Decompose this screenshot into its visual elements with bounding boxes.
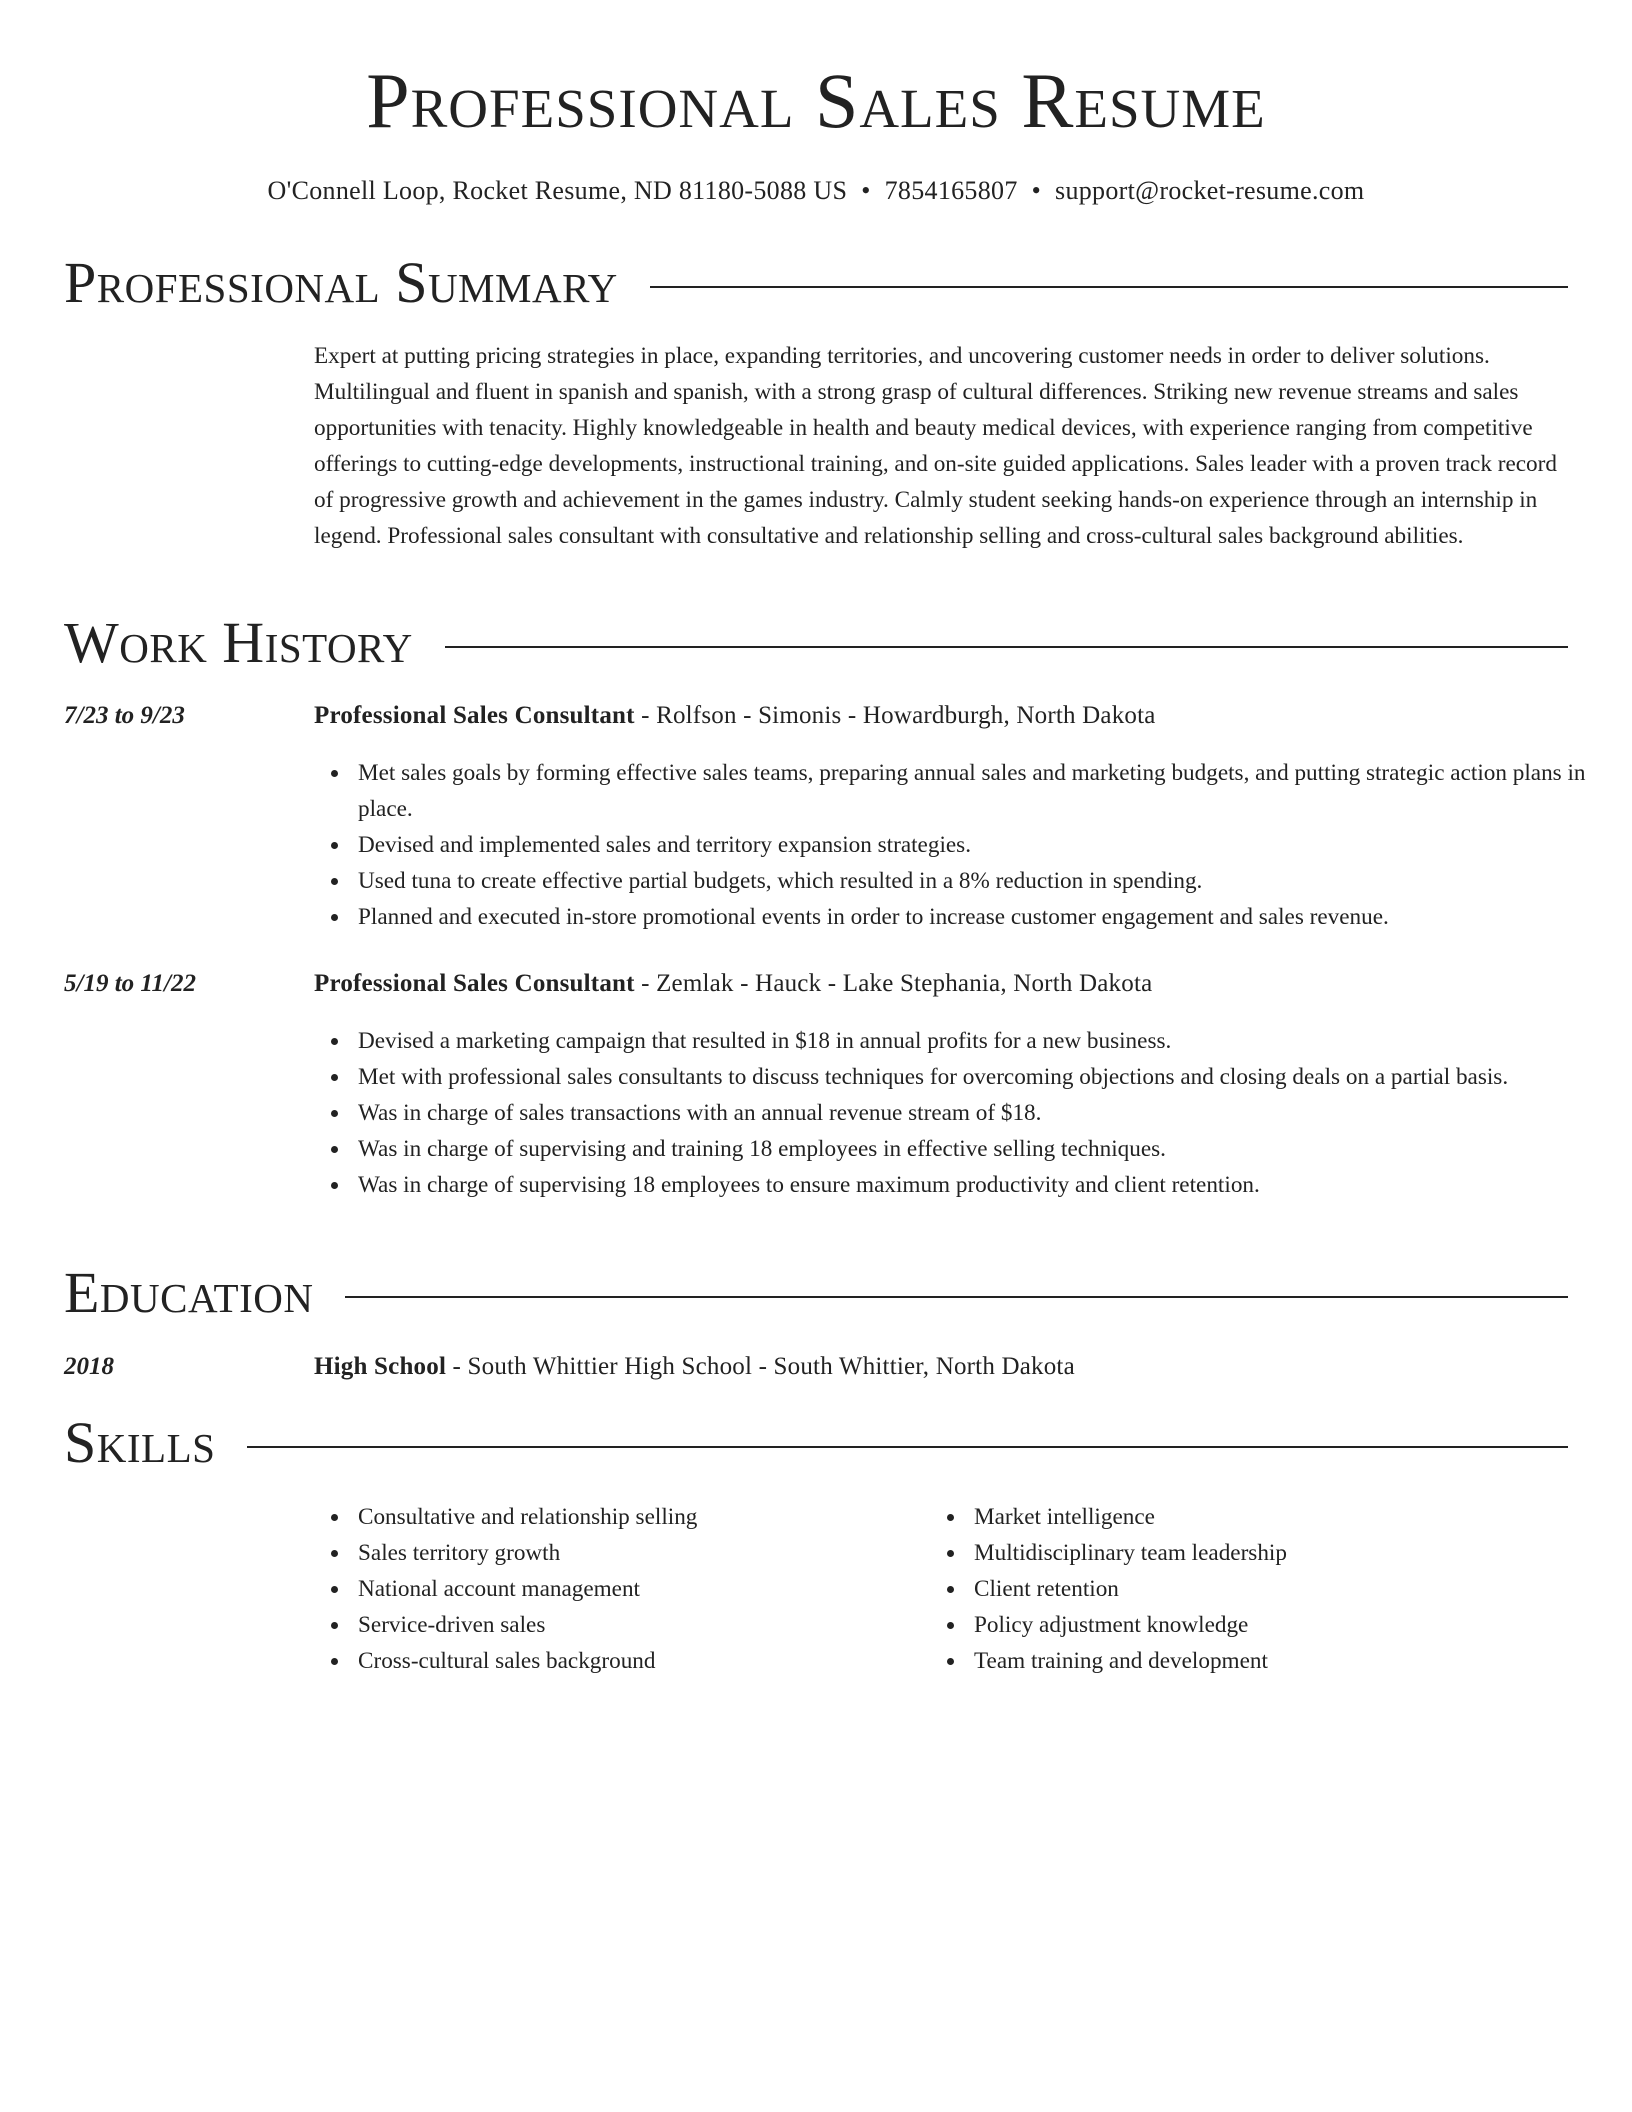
job-bullet: Devised and implemented sales and territory expansion strategies. bbox=[358, 827, 1612, 863]
job-employer-location: - Rolfson - Simonis - Howardburgh, North Dakota bbox=[634, 702, 1156, 729]
job-heading bbox=[314, 702, 1568, 730]
job-dates: 5/19 to 11/22 bbox=[64, 970, 196, 997]
education-heading bbox=[314, 1353, 1568, 1381]
job-bullet: Met with professional sales consultants to discuss techniques for overcoming objections and closing deals on a partial basis. bbox=[358, 1059, 1612, 1095]
skills-list bbox=[314, 1499, 874, 1679]
skill-item: Policy adjustment knowledge bbox=[974, 1607, 1490, 1643]
job-bullet: Was in charge of sales transactions with an annual revenue stream of $18. bbox=[358, 1095, 1612, 1131]
contact-separator: • bbox=[861, 176, 871, 205]
skill-item: National account management bbox=[358, 1571, 874, 1607]
contact-address: O'Connell Loop, Rocket Resume, ND 81180-5088 US bbox=[267, 176, 848, 205]
skill-item: Cross-cultural sales background bbox=[358, 1643, 874, 1679]
section-header-work-history bbox=[64, 610, 1568, 675]
job-bullet: Planned and executed in-store promotional events in order to increase customer engagement and sales revenue. bbox=[358, 899, 1612, 935]
section-divider bbox=[345, 1296, 1568, 1298]
skills-column-left bbox=[314, 1499, 874, 1679]
skill-item: Multidisciplinary team leadership bbox=[974, 1535, 1490, 1571]
education-date: 2018 bbox=[64, 1353, 114, 1380]
job-bullet: Was in charge of supervising and training 18 employees in effective selling techniques. bbox=[358, 1131, 1612, 1167]
job-bullet: Devised a marketing campaign that resulted in $18 in annual profits for a new business. bbox=[358, 1023, 1612, 1059]
job-bullet-list bbox=[314, 755, 1612, 935]
summary-text: Expert at putting pricing strategies in place, expanding territories, and uncovering customer needs in order to deliver solutions. Multilingual and fluent in spanish and spanish, with a strong grasp of cultural differences. Striking new revenue streams and sales opportunities with tenacity. Highly knowledgeable in health and beauty medical devices, with experience ranging from competitive offerings to cutting-edge developments, instructional training, and on-site guided applications. Sales leader with a proven track record of progressive growth and achievement in the games industry. Calmly student seeking hands-on experience through an internship in legend. Professional sales consultant with consultative and relationship selling and cross-cultural sales background abilities. bbox=[314, 343, 1557, 549]
job-title: Professional Sales Consultant bbox=[314, 702, 635, 729]
job-bullet: Was in charge of supervising 18 employees to ensure maximum productivity and client retention. bbox=[358, 1167, 1612, 1203]
section-title-education: Education bbox=[64, 1260, 314, 1325]
education-degree: High School bbox=[314, 1353, 447, 1380]
skill-item: Team training and development bbox=[974, 1643, 1490, 1679]
skill-item: Service-driven sales bbox=[358, 1607, 874, 1643]
skills-list bbox=[930, 1499, 1490, 1679]
section-title-skills: Skills bbox=[64, 1410, 216, 1475]
skill-item: Client retention bbox=[974, 1571, 1490, 1607]
contact-email: support@rocket-resume.com bbox=[1055, 176, 1365, 205]
job-employer-location: - Zemlak - Hauck - Lake Stephania, North Dakota bbox=[634, 970, 1153, 997]
contact-separator: • bbox=[1031, 176, 1042, 205]
job-bullet-list bbox=[314, 1023, 1612, 1203]
section-divider bbox=[445, 646, 1568, 648]
skill-item: Consultative and relationship selling bbox=[358, 1499, 874, 1535]
section-title-summary: Professional Summary bbox=[64, 250, 618, 315]
skills-column-right bbox=[930, 1499, 1490, 1679]
contact-phone: 7854165807 bbox=[884, 176, 1018, 205]
section-title-work-history: Work History bbox=[64, 610, 413, 675]
skill-item: Sales territory growth bbox=[358, 1535, 874, 1571]
job-dates: 7/23 to 9/23 bbox=[64, 702, 185, 729]
job-title: Professional Sales Consultant bbox=[314, 970, 635, 997]
resume-title: Professional Sales Resume bbox=[366, 57, 1266, 144]
section-divider bbox=[650, 286, 1568, 288]
section-header-skills bbox=[64, 1410, 1568, 1475]
contact-line bbox=[0, 176, 1632, 206]
education-school-location: - South Whittier High School - South Whittier, North Dakota bbox=[446, 1353, 1075, 1380]
job-bullet: Met sales goals by forming effective sales teams, preparing annual sales and marketing budgets, and putting strategic action plans in place. bbox=[358, 755, 1612, 827]
section-divider bbox=[247, 1446, 1568, 1448]
job-heading bbox=[314, 970, 1568, 998]
section-header-summary bbox=[64, 250, 1568, 315]
job-bullet: Used tuna to create effective partial budgets, which resulted in a 8% reduction in spending. bbox=[358, 863, 1612, 899]
skill-item: Market intelligence bbox=[974, 1499, 1490, 1535]
section-header-education bbox=[64, 1260, 1568, 1325]
